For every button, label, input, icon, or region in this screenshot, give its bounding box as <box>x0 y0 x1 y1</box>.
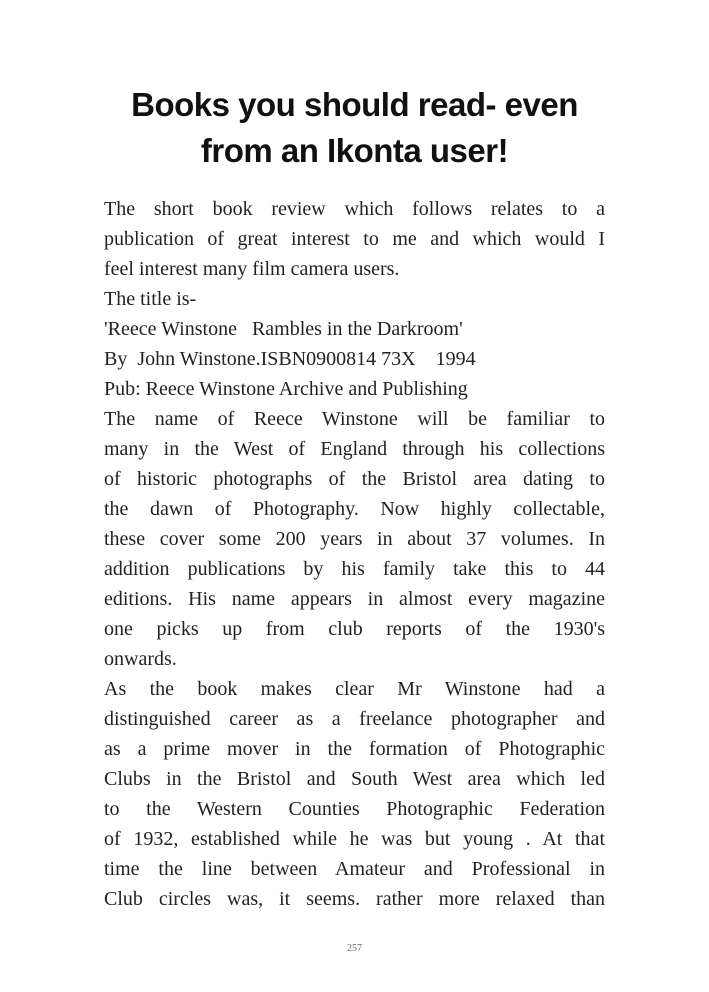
text-line: one picks up from club reports of the 1930's <box>104 618 605 640</box>
text-line: distinguished career as a freelance photographer and <box>104 708 605 730</box>
text-line: the dawn of Photography. Now highly collectable, <box>104 498 605 520</box>
text-line: these cover some 200 years in about 37 volumes. In <box>104 528 605 550</box>
text-line: of historic photographs of the Bristol area dating to <box>104 468 605 490</box>
publisher-line: Pub: Reece Winstone Archive and Publishing <box>104 378 468 400</box>
author-isbn-line: By John Winstone.ISBN0900814 73X 1994 <box>104 348 476 370</box>
page-number: 257 <box>347 943 362 954</box>
text-line: onwards. <box>104 648 177 670</box>
text-line: of 1932, established while he was but young . At that <box>104 828 605 850</box>
title-line-1: Books you should read- even <box>131 86 578 123</box>
text-line: publication of great interest to me and which would I <box>104 228 605 250</box>
text-line: feel interest many film camera users. <box>104 258 400 280</box>
text-line: as a prime mover in the formation of Photographic <box>104 738 605 760</box>
text-line: Club circles was, it seems. rather more relaxed than <box>104 888 605 910</box>
text-line: time the line between Amateur and Professional in <box>104 858 605 880</box>
book-title-line: 'Reece Winstone Rambles in the Darkroom' <box>104 318 463 340</box>
text-line: addition publications by his family take this to 44 <box>104 558 605 580</box>
text-line: As the book makes clear Mr Winstone had a <box>104 678 605 700</box>
review-body <box>104 194 605 914</box>
title-line-2: from an Ikonta user! <box>200 132 509 169</box>
text-line: to the Western Counties Photographic Federation <box>104 798 605 820</box>
text-line: The name of Reece Winstone will be familiar to <box>104 408 605 430</box>
text-line: editions. His name appears in almost every magazine <box>104 588 605 610</box>
text-line: Clubs in the Bristol and South West area which led <box>104 768 605 790</box>
page-title <box>60 82 649 174</box>
text-line: The short book review which follows relates to a <box>104 198 605 220</box>
text-line: The title is- <box>104 288 197 310</box>
text-line: many in the West of England through his collections <box>104 438 605 460</box>
